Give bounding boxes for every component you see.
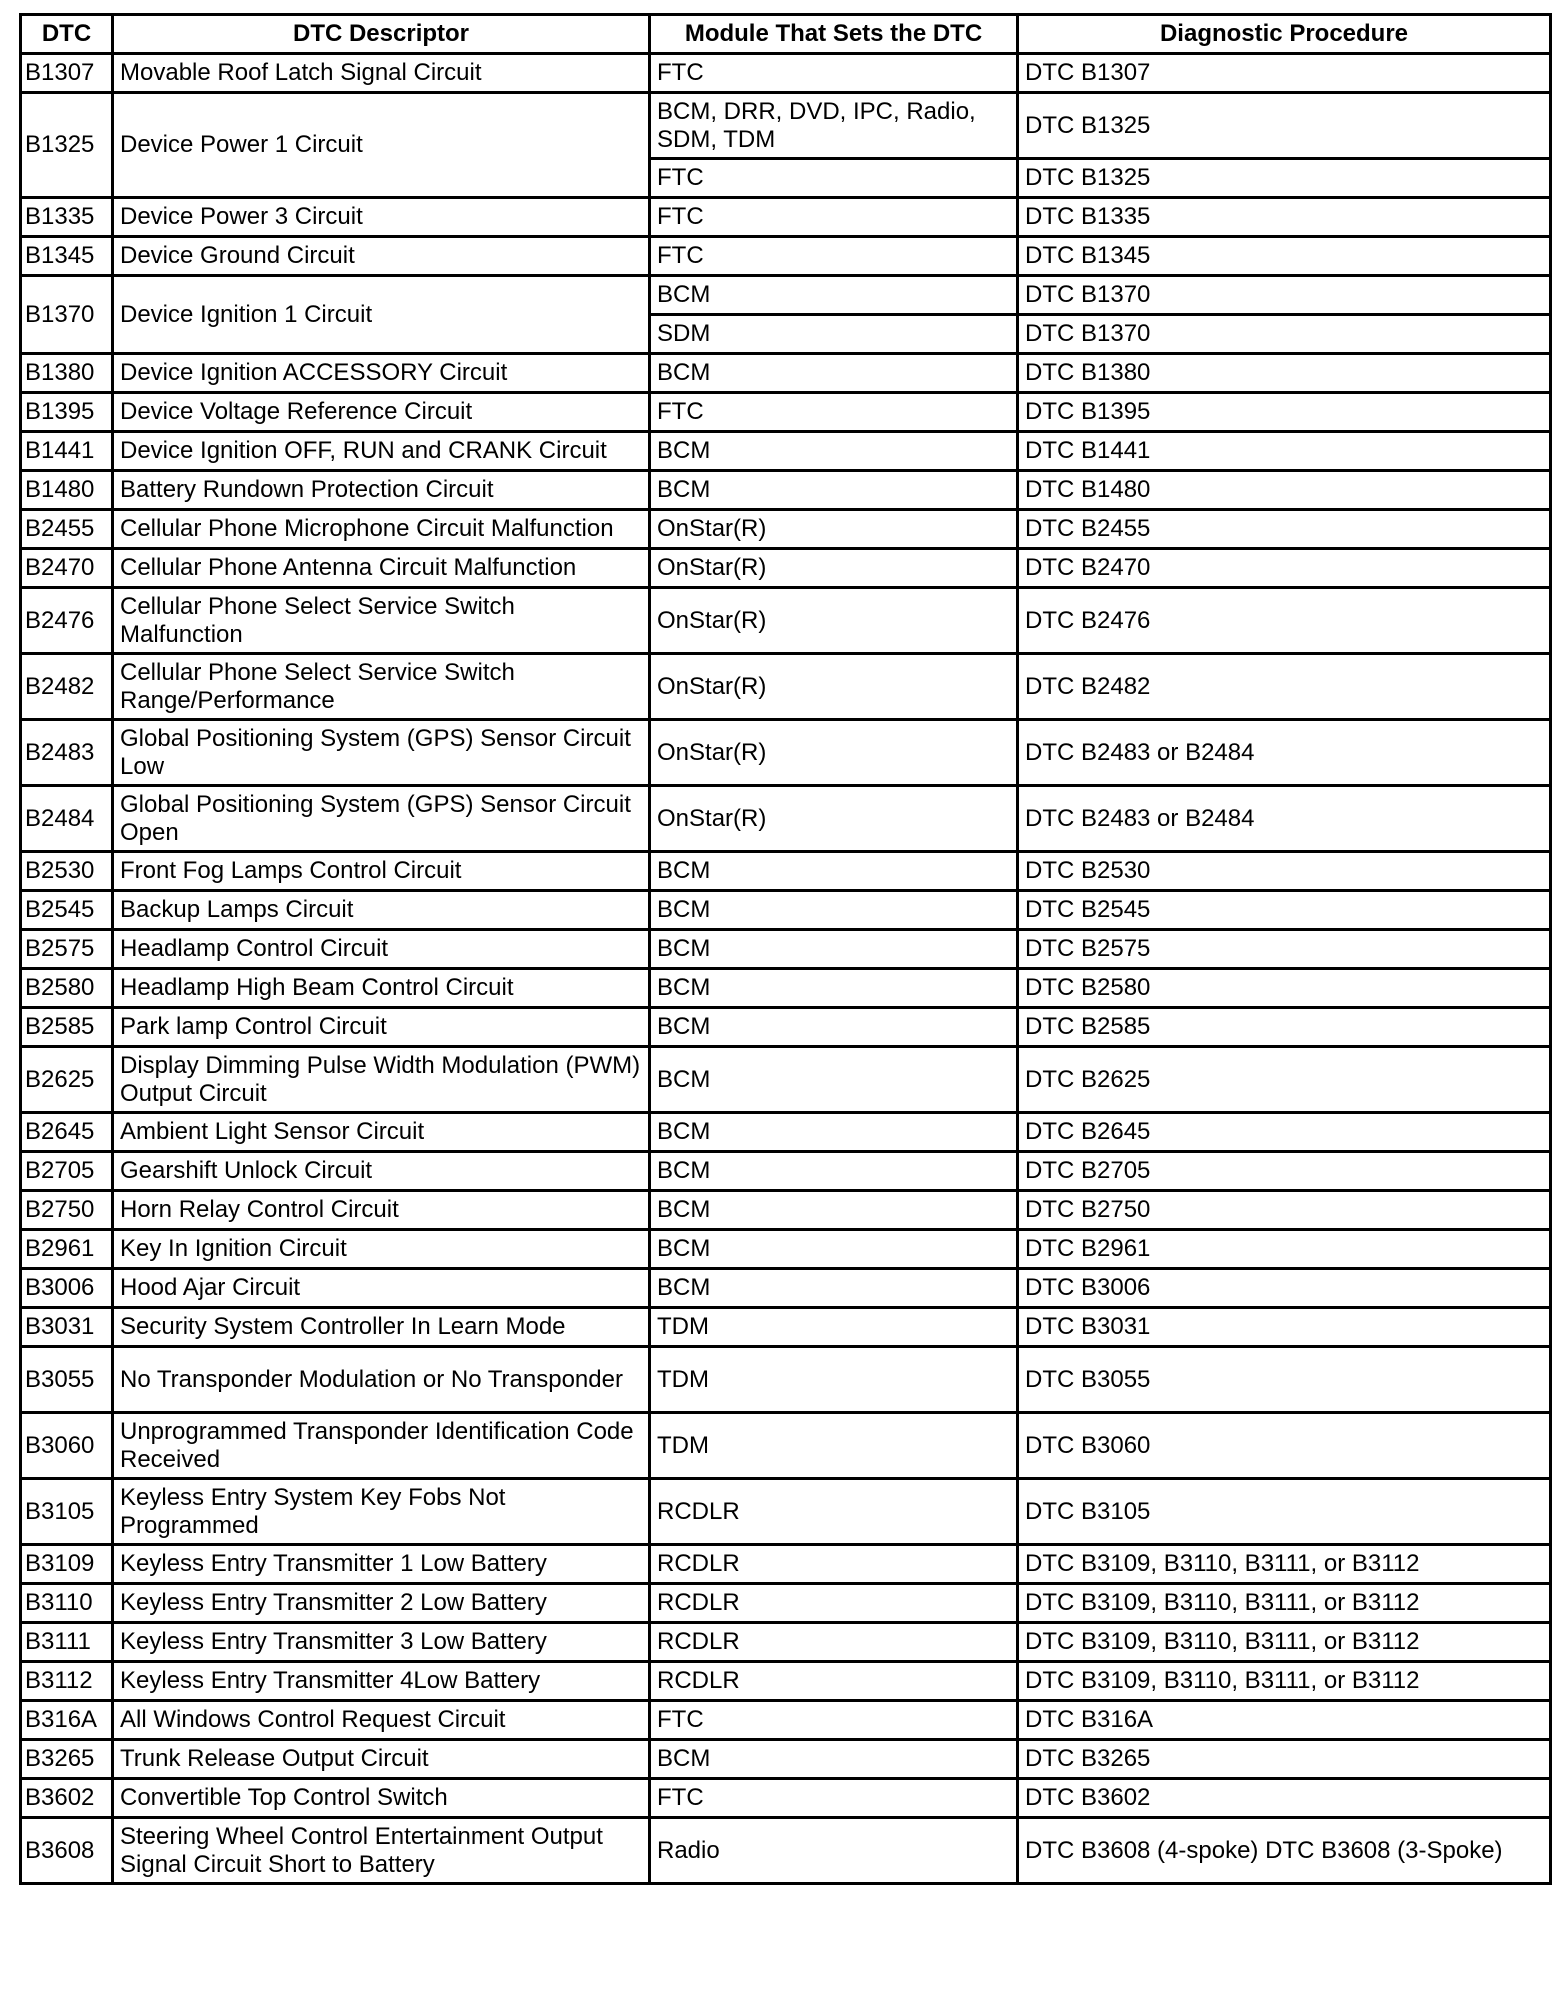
dtc-descriptor: Battery Rundown Protection Circuit — [113, 471, 650, 510]
setting-module: RCDLR — [650, 1623, 1018, 1662]
dtc-descriptor: Device Ignition 1 Circuit — [113, 276, 650, 354]
dtc-code: B1335 — [21, 198, 113, 237]
diagnostic-procedure: DTC B2645 — [1018, 1113, 1551, 1152]
setting-module: FTC — [650, 237, 1018, 276]
table-row — [21, 852, 1551, 891]
table-row — [21, 1113, 1551, 1152]
diagnostic-procedure: DTC B3055 — [1018, 1347, 1551, 1413]
setting-module: Radio — [650, 1818, 1018, 1884]
diagnostic-procedure: DTC B2482 — [1018, 654, 1551, 720]
diagnostic-procedure: DTC B1345 — [1018, 237, 1551, 276]
dtc-code: B2585 — [21, 1008, 113, 1047]
diagnostic-procedure: DTC B1325 — [1018, 93, 1551, 159]
dtc-code: B3110 — [21, 1584, 113, 1623]
diagnostic-procedure: DTC B2483 or B2484 — [1018, 786, 1551, 852]
header-row — [21, 15, 1551, 54]
dtc-descriptor: Ambient Light Sensor Circuit — [113, 1113, 650, 1152]
table-row — [21, 588, 1551, 654]
setting-module: BCM — [650, 1047, 1018, 1113]
dtc-descriptor: Cellular Phone Select Service Switch Range/Performance — [113, 654, 650, 720]
dtc-descriptor: Hood Ajar Circuit — [113, 1269, 650, 1308]
setting-module: BCM — [650, 930, 1018, 969]
dtc-code: B1370 — [21, 276, 113, 354]
dtc-code: B2484 — [21, 786, 113, 852]
dtc-code: B3111 — [21, 1623, 113, 1662]
setting-module: BCM — [650, 1230, 1018, 1269]
diagnostic-procedure: DTC B316A — [1018, 1701, 1551, 1740]
table-row — [21, 1701, 1551, 1740]
table-row — [21, 1779, 1551, 1818]
table-row — [21, 1545, 1551, 1584]
dtc-code: B1345 — [21, 237, 113, 276]
diagnostic-procedure: DTC B3060 — [1018, 1413, 1551, 1479]
dtc-code: B2470 — [21, 549, 113, 588]
diagnostic-procedure: DTC B3109, B3110, B3111, or B3112 — [1018, 1545, 1551, 1584]
table-row — [21, 393, 1551, 432]
dtc-code: B2580 — [21, 969, 113, 1008]
dtc-code: B2530 — [21, 852, 113, 891]
dtc-descriptor: Device Power 1 Circuit — [113, 93, 650, 198]
dtc-code: B2575 — [21, 930, 113, 969]
setting-module: FTC — [650, 159, 1018, 198]
table-row — [21, 1230, 1551, 1269]
table-row — [21, 1347, 1551, 1413]
dtc-code: B1325 — [21, 93, 113, 198]
diagnostic-procedure: DTC B1441 — [1018, 432, 1551, 471]
dtc-descriptor: Trunk Release Output Circuit — [113, 1740, 650, 1779]
dtc-descriptor: Movable Roof Latch Signal Circuit — [113, 54, 650, 93]
diagnostic-procedure: DTC B3109, B3110, B3111, or B3112 — [1018, 1584, 1551, 1623]
dtc-descriptor: No Transponder Modulation or No Transponder — [113, 1347, 650, 1413]
dtc-code: B2483 — [21, 720, 113, 786]
dtc-code: B3608 — [21, 1818, 113, 1884]
table-row — [21, 1623, 1551, 1662]
table-row — [21, 510, 1551, 549]
diagnostic-procedure: DTC B2585 — [1018, 1008, 1551, 1047]
diagnostic-procedure: DTC B3006 — [1018, 1269, 1551, 1308]
table-row — [21, 1152, 1551, 1191]
setting-module: TDM — [650, 1347, 1018, 1413]
table-row — [21, 1191, 1551, 1230]
diagnostic-procedure: DTC B1307 — [1018, 54, 1551, 93]
dtc-descriptor: Device Ignition ACCESSORY Circuit — [113, 354, 650, 393]
dtc-descriptor: Keyless Entry Transmitter 1 Low Battery — [113, 1545, 650, 1584]
setting-module: BCM — [650, 276, 1018, 315]
setting-module: BCM — [650, 1008, 1018, 1047]
setting-module: BCM — [650, 969, 1018, 1008]
setting-module: OnStar(R) — [650, 588, 1018, 654]
table-row — [21, 786, 1551, 852]
setting-module: SDM — [650, 315, 1018, 354]
dtc-descriptor: Backup Lamps Circuit — [113, 891, 650, 930]
setting-module: TDM — [650, 1413, 1018, 1479]
header-descriptor: DTC Descriptor — [113, 15, 650, 54]
table-row — [21, 1662, 1551, 1701]
setting-module: BCM — [650, 1113, 1018, 1152]
diagnostic-procedure: DTC B2580 — [1018, 969, 1551, 1008]
dtc-code: B1480 — [21, 471, 113, 510]
table-row — [21, 276, 1551, 315]
dtc-descriptor: Device Ground Circuit — [113, 237, 650, 276]
diagnostic-procedure: DTC B3109, B3110, B3111, or B3112 — [1018, 1623, 1551, 1662]
dtc-code: B2705 — [21, 1152, 113, 1191]
table-row — [21, 930, 1551, 969]
setting-module: BCM — [650, 471, 1018, 510]
setting-module: RCDLR — [650, 1662, 1018, 1701]
diagnostic-procedure: DTC B3031 — [1018, 1308, 1551, 1347]
dtc-descriptor: Display Dimming Pulse Width Modulation (PWM) Output Circuit — [113, 1047, 650, 1113]
dtc-descriptor: Front Fog Lamps Control Circuit — [113, 852, 650, 891]
diagnostic-procedure: DTC B1395 — [1018, 393, 1551, 432]
table-row — [21, 549, 1551, 588]
dtc-descriptor: Device Ignition OFF, RUN and CRANK Circuit — [113, 432, 650, 471]
dtc-descriptor: Keyless Entry Transmitter 2 Low Battery — [113, 1584, 650, 1623]
table-row — [21, 969, 1551, 1008]
dtc-descriptor: Steering Wheel Control Entertainment Output Signal Circuit Short to Battery — [113, 1818, 650, 1884]
diagnostic-procedure: DTC B1335 — [1018, 198, 1551, 237]
dtc-code: B3031 — [21, 1308, 113, 1347]
table-row — [21, 1008, 1551, 1047]
setting-module: FTC — [650, 1779, 1018, 1818]
dtc-code: B3060 — [21, 1413, 113, 1479]
setting-module: BCM — [650, 1152, 1018, 1191]
setting-module: FTC — [650, 198, 1018, 237]
diagnostic-procedure: DTC B3105 — [1018, 1479, 1551, 1545]
table-row — [21, 432, 1551, 471]
dtc-code: B2482 — [21, 654, 113, 720]
dtc-table — [19, 13, 1552, 1885]
table-row — [21, 654, 1551, 720]
setting-module: RCDLR — [650, 1479, 1018, 1545]
diagnostic-procedure: DTC B2455 — [1018, 510, 1551, 549]
dtc-code: B3105 — [21, 1479, 113, 1545]
table-row — [21, 198, 1551, 237]
header-module: Module That Sets the DTC — [650, 15, 1018, 54]
dtc-code: B1380 — [21, 354, 113, 393]
table-row — [21, 891, 1551, 930]
dtc-descriptor: Convertible Top Control Switch — [113, 1779, 650, 1818]
dtc-descriptor: Key In Ignition Circuit — [113, 1230, 650, 1269]
dtc-descriptor: Global Positioning System (GPS) Sensor Circuit Low — [113, 720, 650, 786]
table-row — [21, 471, 1551, 510]
table-row — [21, 1308, 1551, 1347]
diagnostic-procedure: DTC B2750 — [1018, 1191, 1551, 1230]
dtc-descriptor: Keyless Entry Transmitter 3 Low Battery — [113, 1623, 650, 1662]
dtc-code: B3055 — [21, 1347, 113, 1413]
table-row — [21, 354, 1551, 393]
setting-module: BCM — [650, 1740, 1018, 1779]
diagnostic-procedure: DTC B2961 — [1018, 1230, 1551, 1269]
dtc-descriptor: Unprogrammed Transponder Identification Code Received — [113, 1413, 650, 1479]
dtc-code: B2961 — [21, 1230, 113, 1269]
dtc-code: B1307 — [21, 54, 113, 93]
dtc-descriptor: Cellular Phone Antenna Circuit Malfunction — [113, 549, 650, 588]
dtc-code: B2625 — [21, 1047, 113, 1113]
diagnostic-procedure: DTC B3109, B3110, B3111, or B3112 — [1018, 1662, 1551, 1701]
setting-module: BCM — [650, 891, 1018, 930]
setting-module: OnStar(R) — [650, 786, 1018, 852]
diagnostic-procedure: DTC B3602 — [1018, 1779, 1551, 1818]
diagnostic-procedure: DTC B1370 — [1018, 276, 1551, 315]
diagnostic-procedure: DTC B1325 — [1018, 159, 1551, 198]
table-row — [21, 720, 1551, 786]
setting-module: BCM — [650, 354, 1018, 393]
diagnostic-procedure: DTC B2705 — [1018, 1152, 1551, 1191]
table-row — [21, 1479, 1551, 1545]
dtc-code: B2750 — [21, 1191, 113, 1230]
diagnostic-procedure: DTC B2575 — [1018, 930, 1551, 969]
dtc-code: B3109 — [21, 1545, 113, 1584]
diagnostic-procedure: DTC B1370 — [1018, 315, 1551, 354]
dtc-code: B2455 — [21, 510, 113, 549]
dtc-code: B316A — [21, 1701, 113, 1740]
table-row — [21, 237, 1551, 276]
dtc-descriptor: Headlamp High Beam Control Circuit — [113, 969, 650, 1008]
dtc-descriptor: Global Positioning System (GPS) Sensor Circuit Open — [113, 786, 650, 852]
dtc-descriptor: Park lamp Control Circuit — [113, 1008, 650, 1047]
table-row — [21, 1047, 1551, 1113]
dtc-code: B3602 — [21, 1779, 113, 1818]
dtc-descriptor: Gearshift Unlock Circuit — [113, 1152, 650, 1191]
dtc-descriptor: Horn Relay Control Circuit — [113, 1191, 650, 1230]
setting-module: OnStar(R) — [650, 549, 1018, 588]
diagnostic-procedure: DTC B3608 (4-spoke) DTC B3608 (3-Spoke) — [1018, 1818, 1551, 1884]
dtc-code: B1441 — [21, 432, 113, 471]
setting-module: FTC — [650, 54, 1018, 93]
setting-module: RCDLR — [650, 1584, 1018, 1623]
dtc-descriptor: Headlamp Control Circuit — [113, 930, 650, 969]
dtc-descriptor: Security System Controller In Learn Mode — [113, 1308, 650, 1347]
diagnostic-procedure: DTC B2530 — [1018, 852, 1551, 891]
dtc-descriptor: Keyless Entry System Key Fobs Not Programmed — [113, 1479, 650, 1545]
setting-module: BCM, DRR, DVD, IPC, Radio, SDM, TDM — [650, 93, 1018, 159]
diagnostic-procedure: DTC B3265 — [1018, 1740, 1551, 1779]
diagnostic-procedure: DTC B2470 — [1018, 549, 1551, 588]
setting-module: TDM — [650, 1308, 1018, 1347]
diagnostic-procedure: DTC B2483 or B2484 — [1018, 720, 1551, 786]
header-dtc: DTC — [21, 15, 113, 54]
table-row — [21, 1584, 1551, 1623]
setting-module: OnStar(R) — [650, 510, 1018, 549]
dtc-code: B3112 — [21, 1662, 113, 1701]
dtc-descriptor: Cellular Phone Microphone Circuit Malfunction — [113, 510, 650, 549]
setting-module: FTC — [650, 1701, 1018, 1740]
setting-module: BCM — [650, 1191, 1018, 1230]
setting-module: BCM — [650, 852, 1018, 891]
diagnostic-procedure: DTC B2625 — [1018, 1047, 1551, 1113]
dtc-code: B2545 — [21, 891, 113, 930]
dtc-descriptor: Cellular Phone Select Service Switch Malfunction — [113, 588, 650, 654]
table-row — [21, 1818, 1551, 1884]
table-row — [21, 1269, 1551, 1308]
table-body — [21, 54, 1551, 1884]
dtc-code: B2645 — [21, 1113, 113, 1152]
dtc-code: B3006 — [21, 1269, 113, 1308]
setting-module: OnStar(R) — [650, 720, 1018, 786]
setting-module: BCM — [650, 1269, 1018, 1308]
diagnostic-procedure: DTC B1380 — [1018, 354, 1551, 393]
dtc-descriptor: Device Power 3 Circuit — [113, 198, 650, 237]
setting-module: FTC — [650, 393, 1018, 432]
dtc-code: B2476 — [21, 588, 113, 654]
dtc-descriptor: Keyless Entry Transmitter 4Low Battery — [113, 1662, 650, 1701]
diagnostic-procedure: DTC B2476 — [1018, 588, 1551, 654]
dtc-code: B3265 — [21, 1740, 113, 1779]
header-procedure: Diagnostic Procedure — [1018, 15, 1551, 54]
diagnostic-procedure: DTC B1480 — [1018, 471, 1551, 510]
dtc-descriptor: All Windows Control Request Circuit — [113, 1701, 650, 1740]
table-row — [21, 1740, 1551, 1779]
table-row — [21, 54, 1551, 93]
table-row — [21, 1413, 1551, 1479]
setting-module: BCM — [650, 432, 1018, 471]
dtc-code: B1395 — [21, 393, 113, 432]
table-row — [21, 93, 1551, 159]
setting-module: OnStar(R) — [650, 654, 1018, 720]
diagnostic-procedure: DTC B2545 — [1018, 891, 1551, 930]
setting-module: RCDLR — [650, 1545, 1018, 1584]
dtc-descriptor: Device Voltage Reference Circuit — [113, 393, 650, 432]
